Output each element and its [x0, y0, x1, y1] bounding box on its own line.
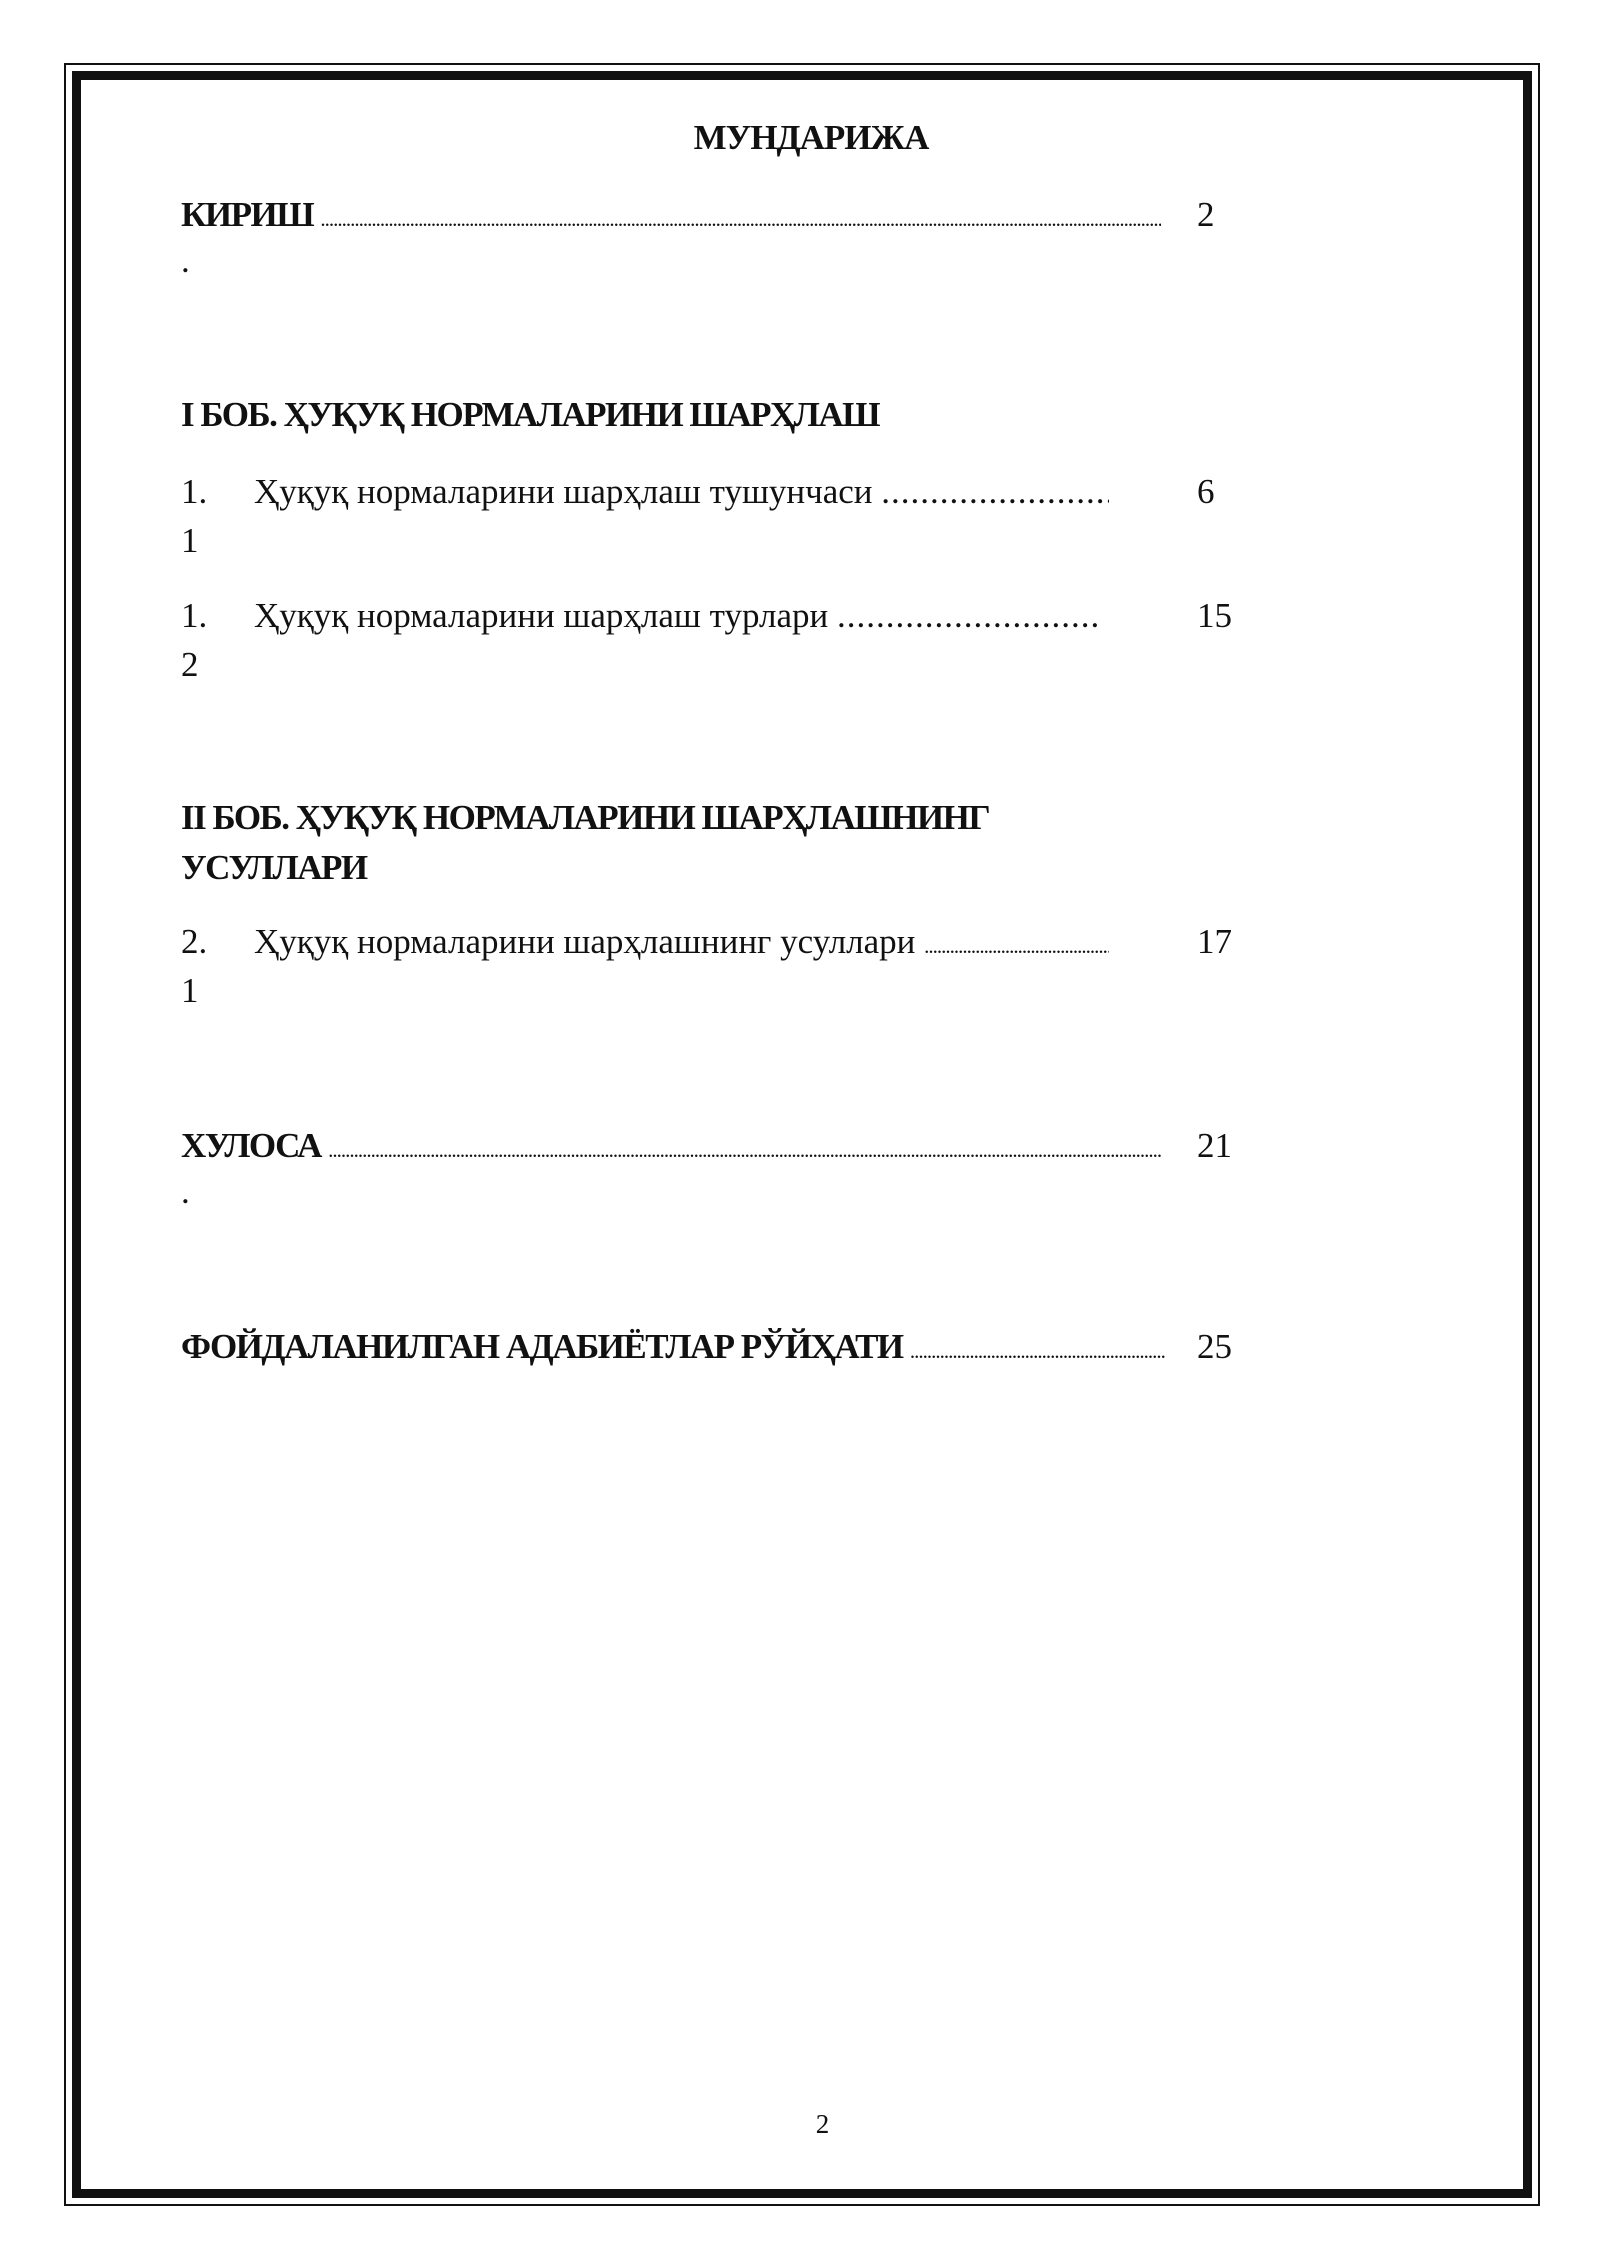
toc-entry-1-2-number: 1.: [181, 596, 208, 635]
toc-entry-conclusion-tail: .: [181, 1172, 190, 1211]
toc-entry-1-2-tail: 2: [181, 645, 199, 684]
toc-entry-conclusion[interactable]: [181, 1124, 1232, 1214]
chapter-2-title-line-1[interactable]: II БОБ. ҲУҚУҚ НОРМАЛАРИНИ ШАРҲЛАШНИНГ: [181, 798, 990, 837]
toc-entry-2-1[interactable]: [181, 920, 1232, 1012]
toc-entry-1-1-page: 6: [1197, 472, 1215, 511]
toc-entry-conclusion-page: 21: [1197, 1126, 1232, 1165]
toc-entry-intro-page: 2: [1197, 195, 1215, 234]
toc-entry-1-1-tail: 1: [181, 521, 199, 560]
toc-entry-references-page: 25: [1197, 1327, 1232, 1366]
toc-entry-1-1-number: 1.: [181, 472, 208, 511]
toc-entry-1-2-title: Ҳуқуқ нормаларини шарҳлаш турлари .....: [254, 594, 1099, 638]
toc-entry-intro-tail: .: [181, 241, 190, 280]
toc-entry-1-1-title: Ҳуқуқ нормаларини шарҳлаш тушунчаси .....: [254, 470, 1109, 514]
toc-entry-1-2-page: 15: [1197, 596, 1232, 635]
toc-entry-intro[interactable]: [181, 193, 1215, 283]
toc-entry-conclusion-title: ХУЛОСА .....: [181, 1124, 1161, 1172]
chapter-2-title-line-2[interactable]: УСУЛЛАРИ: [181, 848, 367, 887]
toc-entry-2-1-number: 2.: [181, 922, 208, 961]
footer-page-number: 2: [815, 2109, 830, 2139]
toc-entry-2-1-tail: 1: [181, 971, 199, 1010]
chapter-1-title[interactable]: I БОБ. ҲУҚУҚ НОРМАЛАРИНИ ШАРҲЛАШ: [181, 395, 880, 434]
toc-entry-references[interactable]: [181, 1325, 1232, 1371]
toc-entry-2-1-page: 17: [1197, 922, 1232, 961]
toc-entry-intro-title: КИРИШ .....: [181, 193, 1161, 241]
toc-heading: МУНДАРИЖА: [693, 118, 929, 157]
toc-entry-1-2[interactable]: [181, 594, 1232, 686]
toc-entry-2-1-title: Ҳуқуқ нормаларини шарҳлашнинг усуллари .....: [254, 920, 1109, 968]
toc-entry-1-1[interactable]: [181, 470, 1215, 562]
toc-entry-references-title: ФОЙДАЛАНИЛГАН АДАБИЁТЛАР РЎЙҲАТИ .....: [181, 1325, 1166, 1373]
